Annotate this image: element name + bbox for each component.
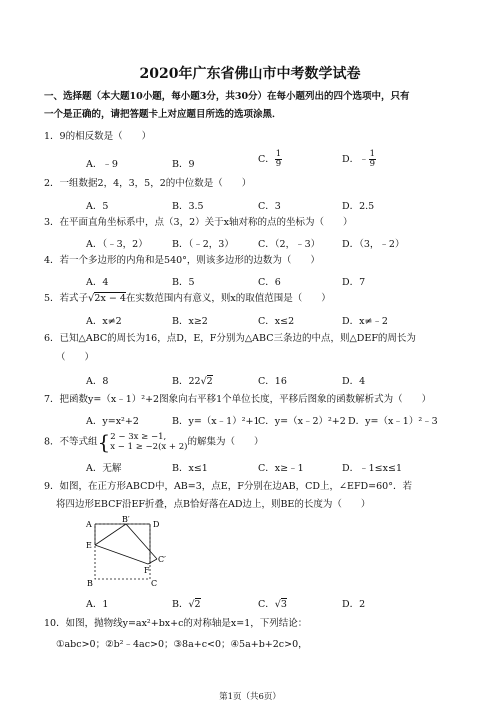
question-2-stem: 2．一组数据2，4，3，5，2的中位数是（ ） [44, 178, 252, 189]
q7-option-c: C．y=（x﹣2）²+2 [258, 416, 346, 427]
inequality-system [110, 432, 187, 452]
fraction-denominator: 9 [275, 159, 282, 169]
sqrt-symbol: √ [88, 293, 95, 304]
q5-option-a: A．x≠2 [86, 316, 122, 327]
fraction-numerator: 1 [369, 149, 376, 159]
q1-option-d-label: D．﹣ [342, 154, 369, 165]
q9-option-c-label: C． [258, 599, 275, 610]
q5-option-c: C．x≤2 [258, 316, 295, 327]
label-f: F [144, 566, 150, 575]
question-1-stem: 1．9的相反数是（ ） [44, 131, 152, 142]
q8-option-c: C．x≥﹣1 [258, 463, 304, 474]
question-9-stem: 9．如图，在正方形ABCD中，AB=3，点E，F分别在边AB，CD上，∠EFD=60°．若 [44, 481, 412, 492]
q2-option-a: A．5 [86, 201, 109, 212]
question-10-stem: 10．如图，抛物线y=ax²+bx+c的对称轴是x=1，下列结论： [44, 618, 308, 629]
q2-option-d: D．2.5 [342, 201, 375, 212]
q2-option-c: C．3 [258, 201, 281, 212]
question-5-stem [44, 291, 464, 306]
q7-option-b: B．y=（x﹣1）²+1 [172, 416, 260, 427]
fraction-denominator: 9 [369, 159, 376, 169]
q6-option-b-label: B．2 [172, 376, 195, 387]
section-heading-line-1: 一、选择题（本大题10小题，每小题3分，共30分）在每小题列出的四个选项中，只有 [44, 91, 410, 102]
inequality-2: x − 1 ≥ −2(x + 2) [110, 442, 188, 452]
q3-option-c: C．（2，﹣3） [258, 239, 321, 250]
q8-option-a: A．无解 [86, 463, 122, 474]
q6-option-a: A．8 [86, 376, 109, 387]
question-4-stem: 4．若一个多边形的内角和是540°，则该多边形的边数为（ ） [44, 255, 320, 266]
label-e: E [86, 541, 92, 550]
question-10-statements: ①abc>0；②b²﹣4ac>0；③8a+c<0；④5a+b+2c>0， [56, 639, 308, 650]
q8-option-b: B．x≤1 [172, 463, 208, 474]
q9-option-d: D．2 [342, 599, 366, 610]
q1-option-d [342, 150, 376, 169]
q5-stem-prefix: 5．若式子 [44, 293, 89, 304]
q8-stem-suffix: 的解集为（ ） [187, 436, 264, 448]
q4-option-d: D．7 [342, 277, 366, 288]
q9-option-b [172, 596, 201, 610]
q9-option-a: A．1 [86, 599, 109, 610]
q1-option-d-fraction [369, 150, 376, 169]
sqrt-symbol: √ [274, 599, 281, 610]
question-9-stem-continued: 将四边形EBCF沿EF折叠，点B恰好落在AD边上，则BE的长度为（ ） [56, 499, 371, 510]
label-c: C [151, 579, 158, 588]
square-fold-figure [82, 514, 172, 589]
square-abcd [95, 524, 150, 579]
q1-option-c-fraction [275, 150, 282, 169]
label-d: D [153, 520, 160, 529]
q5-stem-suffix: 在实数范围内有意义，则x的取值范围是（ ） [125, 293, 331, 304]
q1-option-b: B．9 [172, 159, 195, 170]
inequality-1: 2 − 3x ≥ −1, [110, 432, 167, 442]
q9-option-b-label: B． [172, 599, 189, 610]
q6-option-b-radicand: 2 [206, 376, 213, 387]
q1-option-c-label: C． [258, 154, 275, 165]
question-6-stem-continued: （ ） [56, 352, 95, 363]
label-b: B [87, 579, 93, 588]
q5-radicand: 2x − 4 [94, 293, 126, 304]
system-brace: { [97, 430, 111, 454]
q4-option-b: B．5 [172, 277, 195, 288]
label-a: A [86, 520, 92, 529]
q9-option-c [258, 596, 287, 610]
q5-option-d: D．x≠﹣2 [342, 316, 388, 327]
q6-option-d: D．4 [342, 376, 366, 387]
q8-option-d: D．﹣1≤x≤1 [342, 463, 402, 474]
q5-option-b: B．x≥2 [172, 316, 208, 327]
q1-option-c [258, 150, 282, 169]
page-title: 2020年广东省佛山市中考数学试卷 [139, 66, 361, 82]
q8-stem-prefix: 8．不等式组 [44, 436, 98, 448]
fold-line-ef [95, 545, 148, 564]
q7-option-a: A．y=x²+2 [86, 416, 139, 427]
section-heading-line-2: 一个是正确的，请把答题卡上对应题目所选的选项涂黑． [44, 109, 282, 120]
segment-c-prime-f [148, 559, 157, 564]
sqrt-symbol: √ [200, 376, 207, 387]
q6-option-c: C．16 [258, 376, 287, 387]
question-3-stem: 3．在平面直角坐标系中，点（3，2）关于x轴对称的点的坐标为（ ） [44, 217, 353, 228]
question-7-stem: 7．把函数y=（x﹣1）²+2图象向右平移1个单位长度，平移后图象的函数解析式为（ ） [44, 394, 432, 405]
q2-option-b: B．3.5 [172, 201, 204, 212]
q3-option-a: A．（﹣3，2） [86, 239, 148, 250]
q6-option-b: B．22√2 [172, 376, 213, 387]
page-footer: 第1页（共6页） [219, 692, 281, 702]
question-8-stem [44, 432, 464, 452]
q7-option-d: D．y=（x﹣1）²﹣3 [348, 416, 438, 427]
q4-option-c: C．6 [258, 277, 281, 288]
segment-eb-prime [95, 524, 126, 545]
q4-option-a: A．4 [86, 277, 109, 288]
q3-option-d: D．（3，﹣2） [342, 239, 405, 250]
segment-b-prime-c-prime [126, 524, 157, 559]
label-c-prime: C′ [158, 555, 166, 564]
q3-option-b: B．（﹣2，3） [172, 239, 234, 250]
q1-option-a: A．﹣9 [86, 159, 118, 170]
sqrt-symbol: √ [188, 599, 195, 610]
q9-option-b-radicand: 2 [194, 599, 201, 610]
question-6-stem: 6．已知△ABC的周长为16，点D，E，F分别为△ABC三条边的中点，则△DEF的周长为 [44, 333, 416, 344]
fraction-numerator: 1 [275, 149, 282, 159]
q9-option-c-radicand: 3 [280, 599, 287, 610]
label-b-prime: B′ [122, 515, 130, 524]
